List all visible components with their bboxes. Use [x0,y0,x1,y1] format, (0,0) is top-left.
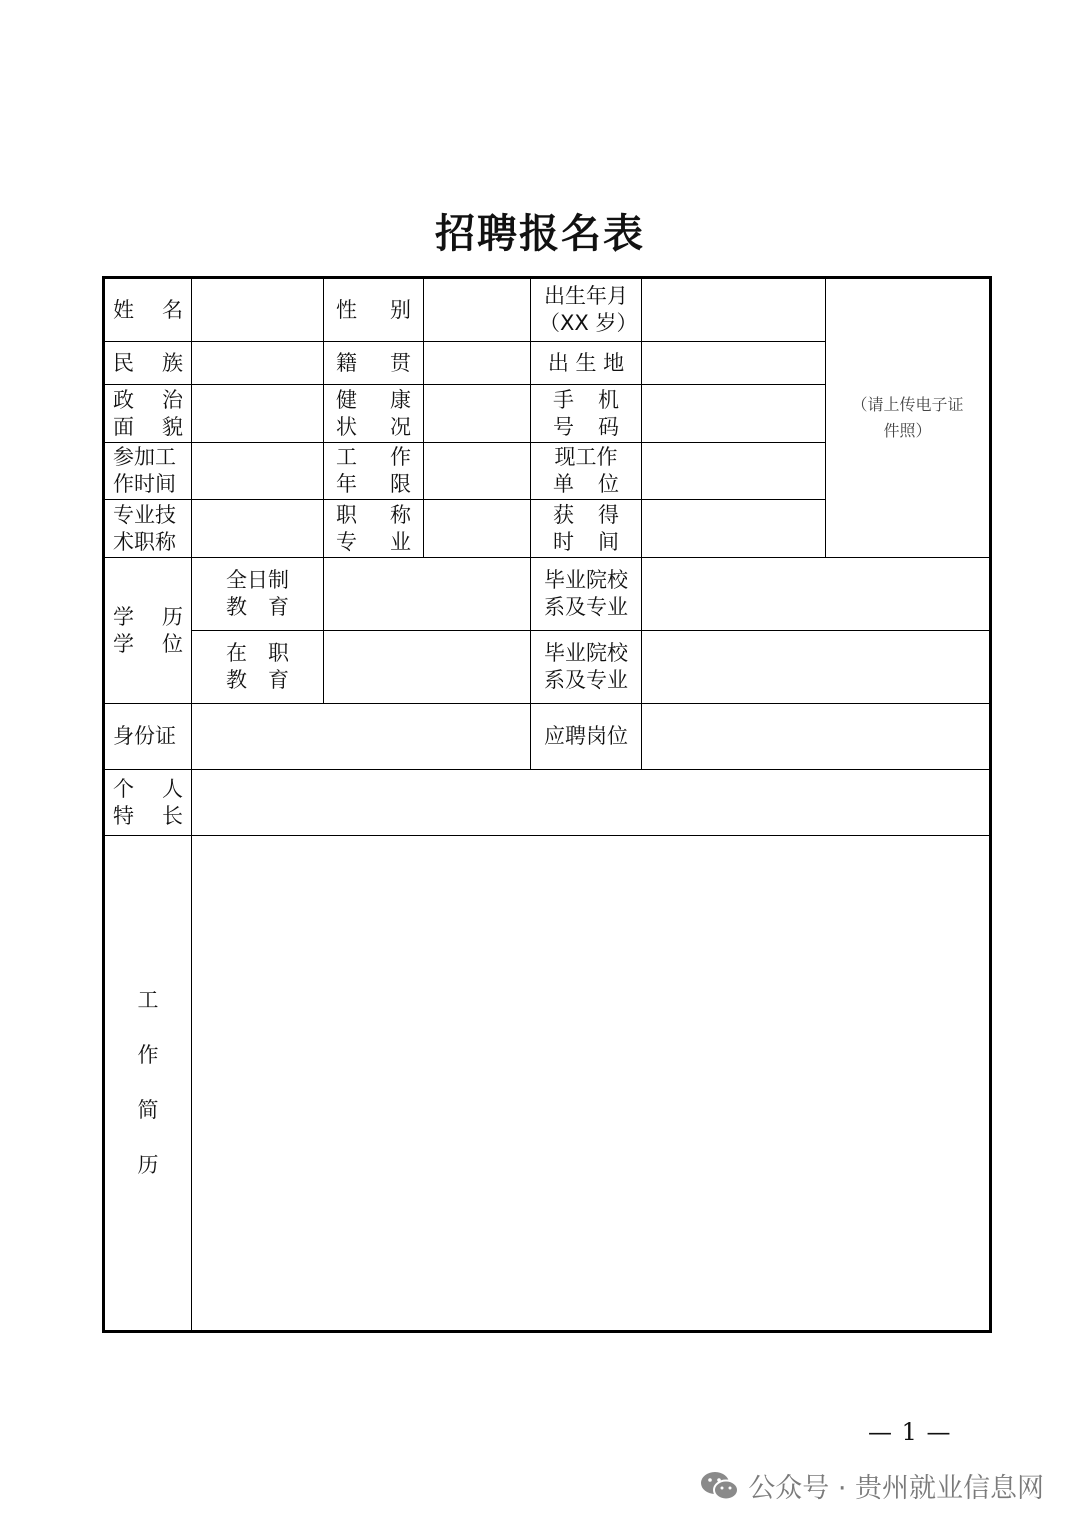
label-skills: 个 人 特 长 [104,770,192,836]
field-fulltime-school-major[interactable] [642,558,991,631]
label-work-resume: 工 作 简 历 [104,836,192,1332]
label-ethnicity: 民 族 [104,342,192,385]
label-id-card: 身份证 [104,704,192,770]
field-political-status[interactable] [192,385,324,443]
page-number: — 1 — [868,1418,952,1446]
field-title-major[interactable] [424,500,531,558]
watermark-text: 公众号 · 贵州就业信息网 [748,1473,1044,1504]
field-phone[interactable] [642,385,826,443]
field-native-place[interactable] [424,342,531,385]
label-birth-date: 出生年月 （XX 岁） [531,278,642,342]
field-position[interactable] [642,704,991,770]
watermark [700,1466,1044,1505]
field-fulltime-education[interactable] [324,558,531,631]
field-ethnicity[interactable] [192,342,324,385]
label-work-years: 工 作 年 限 [324,443,424,500]
label-parttime-education: 在 职 教 育 [192,631,324,704]
field-work-start[interactable] [192,443,324,500]
field-current-unit[interactable] [642,443,826,500]
field-parttime-education[interactable] [324,631,531,704]
label-fulltime-education: 全日制 教 育 [192,558,324,631]
label-phone: 手 机 号 码 [531,385,642,443]
label-position: 应聘岗位 [531,704,642,770]
field-skills[interactable] [192,770,991,836]
label-gender: 性 别 [324,278,424,342]
label-native-place: 籍 贯 [324,342,424,385]
label-obtained-time: 获 得 时 间 [531,500,642,558]
field-birthplace[interactable] [642,342,826,385]
field-tech-title[interactable] [192,500,324,558]
registration-form [102,276,992,1333]
form-title: 招聘报名表 [435,210,645,257]
label-parttime-school-major: 毕业院校 系及专业 [531,631,642,704]
field-birth-date[interactable] [642,278,826,342]
field-work-resume[interactable] [192,836,991,1332]
field-id-card[interactable] [192,704,531,770]
label-name: 姓 名 [104,278,192,342]
label-birthplace: 出 生 地 [531,342,642,385]
field-work-years[interactable] [424,443,531,500]
label-tech-title: 专业技 术职称 [104,500,192,558]
label-political-status: 政 治 面 貌 [104,385,192,443]
photo-upload-area[interactable]: （请上传电子证 件照） [826,278,991,558]
label-fulltime-school-major: 毕业院校 系及专业 [531,558,642,631]
photo-note: （请上传电子证 [851,395,964,414]
label-work-start: 参加工 作时间 [104,443,192,500]
field-name[interactable] [192,278,324,342]
field-health[interactable] [424,385,531,443]
label-degree: 学 历 学 位 [104,558,192,704]
field-obtained-time[interactable] [642,500,826,558]
label-title-major: 职 称 专 业 [324,500,424,558]
field-parttime-school-major[interactable] [642,631,991,704]
label-health: 健 康 状 况 [324,385,424,443]
wechat-icon [700,1469,740,1503]
field-gender[interactable] [424,278,531,342]
label-current-unit: 现工作 单 位 [531,443,642,500]
